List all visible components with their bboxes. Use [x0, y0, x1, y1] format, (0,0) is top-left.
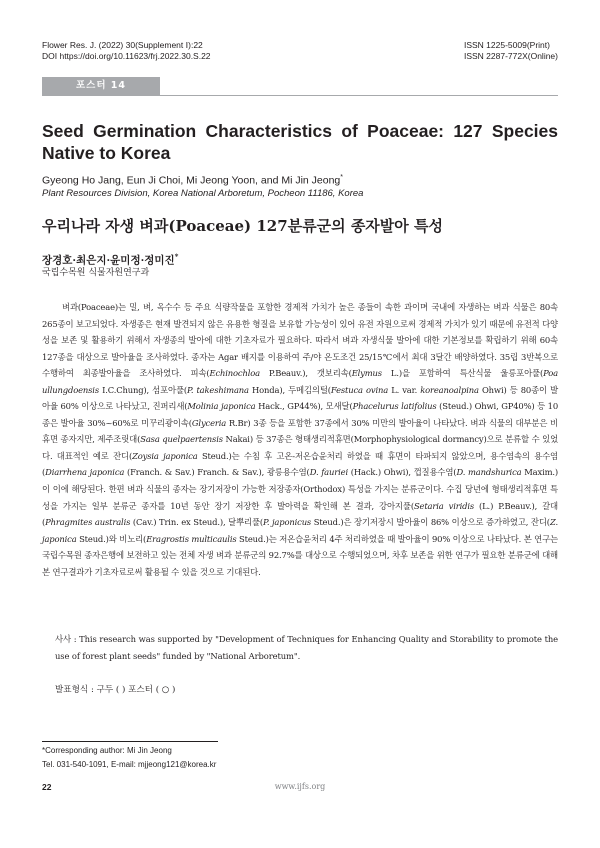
- abstract-paragraph: 벼과(Poaceae)는 밀, 벼, 옥수수 등 주요 식량작물을 포함한 경제적 가치가 높은 종들이 속한 과이며 국내에 자생하는 벼과 식물은 80속 265종이 보고되었다. 자생종은 현재 발견되지 않은 유용한 형질을 보유할 가능성이 있어 유전 자원으로써 경제적 가치가 있기 때문에 유전적 다양성을 보존 및 활용하기 위해서 자생종의 발아에 대한 기초자료가 필요하다. 따라서 벼과 자생식물 발아에 대한 기본정보를 확립하기 위해 60속 127종을 대상으로 발아율을 조사하였다. 종자는 Agar 배지를 이용하여 주/야 온도조건 25/15℃에서 최대 3달간 배양하였다. 35립 3반복으로 수행하여 최종발아율을 조사하였다. 피속(Echinochloa P.Beauv.), 갯보리속(Elymus L.)을 포함하여 특산식물 울릉포아풀(Poa ullungdoensis I.C.Chung), 섬포아풀(P. takeshimana Honda), 두메김의털(Festuca ovina L. var. koreanoalpina Ohwi) 등 80종이 발아율 60% 이상으로 나타났고, 진퍼리새(Molinia japonica Hack., GP44%), 모새달(Phacelurus latifolius (Steud.) Ohwi, GP40%) 등 10종은 발아율 30%~60%로 미꾸리광이속(Glyceria R.Br) 3종 등을 포함한 37종에서 30% 미만의 발아율이 나타났다. 벼과 식물의 대부분은 비휴면 종자지만, 제주조릿대(Sasa quelpaertensis Nakai) 등 37종은 형태생리적휴면(Morphophysiological dormancy)으로 분류할 수 있었다. 대표적인 예로 잔디(Zoysia japonica Steud.)는 수침 후 고온-저온습윤처리 하였을 때 휴면이 타파되지 않았으며, 용수염속의 용수염(Diarrhena japonica (Franch. & Sav.) Franch. & Sav.), 광릉용수염(D. fauriei (Hack.) Ohwi), 껍질용수염(D. mandshurica Maxim.)이 이에 해당된다. 한편 벼과 식물의 종자는 장기저장이 가능한 저장종자(Orthodox) 특성을 가지는 분류군이다. 수집 당년에 형태생리적휴면 특성을 가지는 일부 분류군 종자를 10년 동안 장기 저장한 후 발아력을 확인해 본 결과, 강아지풀(Setaria viridis (L.) P.Beauv.), 갈대(Phragmites australis (Cav.) Trin. ex Steud.), 달뿌리풀(P. japonicus Steud.)은 장기저장시 발아율이 86% 이상으로 증가하였고, 잔디(Z. japonica Steud.)와 비노리(Eragrostis multicaulis Steud.)는 저온습윤처리 4주 처리하였을 때 발아율이 90% 이상으로 나타났다. 본 연구는 국립수목원 종자은행에 보전하고 있는 전체 자생 벼과 분류군의 92.7%를 대상으로 수행되었으며, 차후 보존을 위한 연구가 필요한 분류군에 대해 본 연구결과가 기초자료로써 활용될 수 있을 것으로 기대된다.: [42, 302, 559, 577]
- footnote-divider: [42, 741, 218, 742]
- corresponding-mark-ko: *: [174, 252, 179, 261]
- issn-online: ISSN 2287-772X(Online): [463, 51, 558, 61]
- korean-authors: [42, 250, 558, 268]
- section-divider: [42, 95, 558, 96]
- journal-citation-line: Flower Res. J. (2022) 30(Supplement Ⅰ):22: [42, 40, 203, 50]
- abstract: [42, 299, 558, 580]
- issn-print: ISSN 1225-5009(Print): [463, 40, 550, 50]
- poster-label: 포스터 14: [42, 77, 160, 95]
- footnote-corresponding: *Corresponding author: Mi Jin Jeong: [42, 746, 172, 755]
- issn-block: [464, 40, 558, 62]
- english-affiliation: Plant Resources Division, Korea National Arboretum, Pocheon 11186, Korea: [42, 188, 364, 199]
- english-title: Seed Germination Characteristics of Poaceae: 127 Species Native to Korea: [42, 121, 558, 163]
- journal-header: [42, 40, 558, 64]
- presentation-format: 발표형식 : 구두 ( ) 포스터 ( ○ ): [55, 685, 176, 695]
- acknowledgement: 사사 : This research was supported by "Development of Techniques for Enhancing Quality and Storability to promote the use of forest plant seeds" funded by "National Arboretum".: [55, 634, 558, 661]
- footnote-contact: Tel. 031-540-1091, E-mail: mjjeong121@korea.kr: [42, 760, 217, 769]
- page-number: 22: [42, 782, 52, 792]
- journal-citation: [42, 40, 211, 62]
- doi-line: DOI https://doi.org/10.11623/frj.2022.30.S.22: [42, 51, 211, 61]
- korean-affiliation: 국립수목원 식물자원연구과: [42, 268, 150, 278]
- journal-url: www.ijfs.org: [274, 782, 326, 791]
- korean-title: 우리나라 자생 벼과(Poaceae) 127분류군의 종자발아 특성: [42, 217, 443, 235]
- korean-author-names: 장경호·최은지·윤미정·정미진: [42, 254, 175, 267]
- english-authors: [42, 171, 558, 188]
- corresponding-mark: *: [340, 174, 344, 181]
- english-author-names: Gyeong Ho Jang, Eun Ji Choi, Mi Jeong Yoon, and Mi Jin Jeong: [42, 174, 341, 187]
